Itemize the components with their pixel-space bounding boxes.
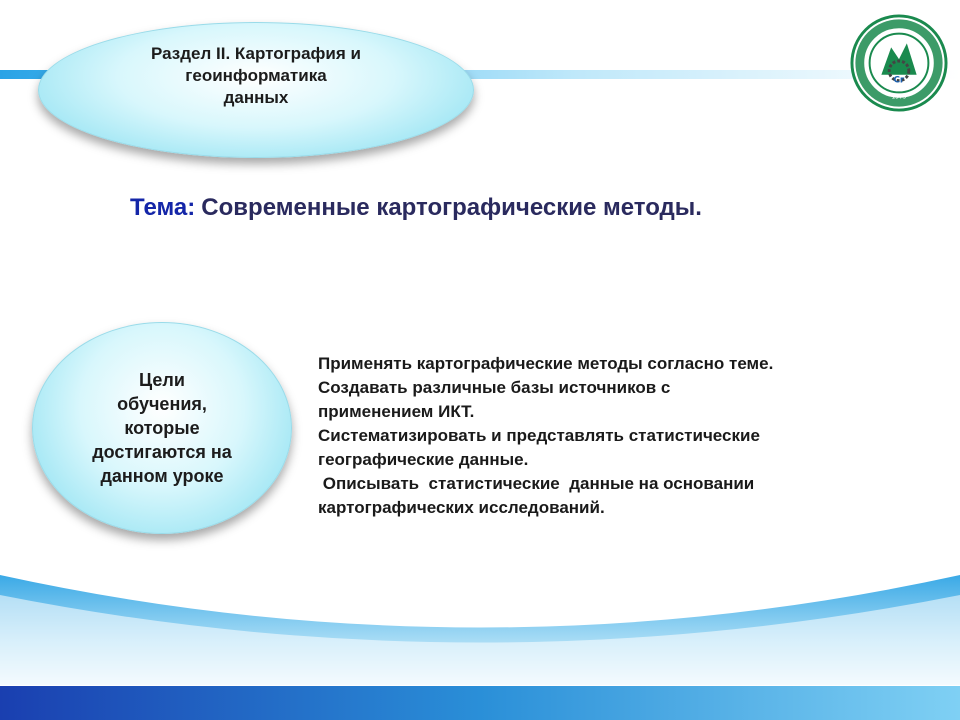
logo-year: 1979	[891, 94, 907, 101]
goal-line: географические данные.	[318, 450, 529, 469]
goal-line: Систематизировать и представлять статистические	[318, 426, 760, 445]
topic-text: Современные картографические методы.	[201, 194, 702, 221]
section-title: Раздел II. Картография и геоинформатика данных	[151, 44, 361, 107]
goals-list	[318, 352, 918, 520]
logo-center-text: Сг	[893, 75, 905, 86]
bottom-decorative-wave	[0, 540, 960, 720]
topic-heading	[130, 194, 702, 222]
topic-label: Тема:	[130, 194, 196, 221]
goal-line: применением ИКТ.	[318, 402, 475, 421]
section-oval	[38, 22, 474, 158]
goal-line: картографических исследований.	[318, 498, 605, 517]
goals-oval	[32, 322, 292, 534]
goal-line: Описывать статистические данные на основании	[318, 474, 755, 493]
goals-label: Цели обучения, которые достигаются на данном уроке	[92, 370, 232, 486]
college-logo	[850, 14, 948, 112]
goal-line: Применять картографические методы согласно теме.	[318, 354, 774, 373]
goal-line: Создавать различные базы источников с	[318, 378, 671, 397]
